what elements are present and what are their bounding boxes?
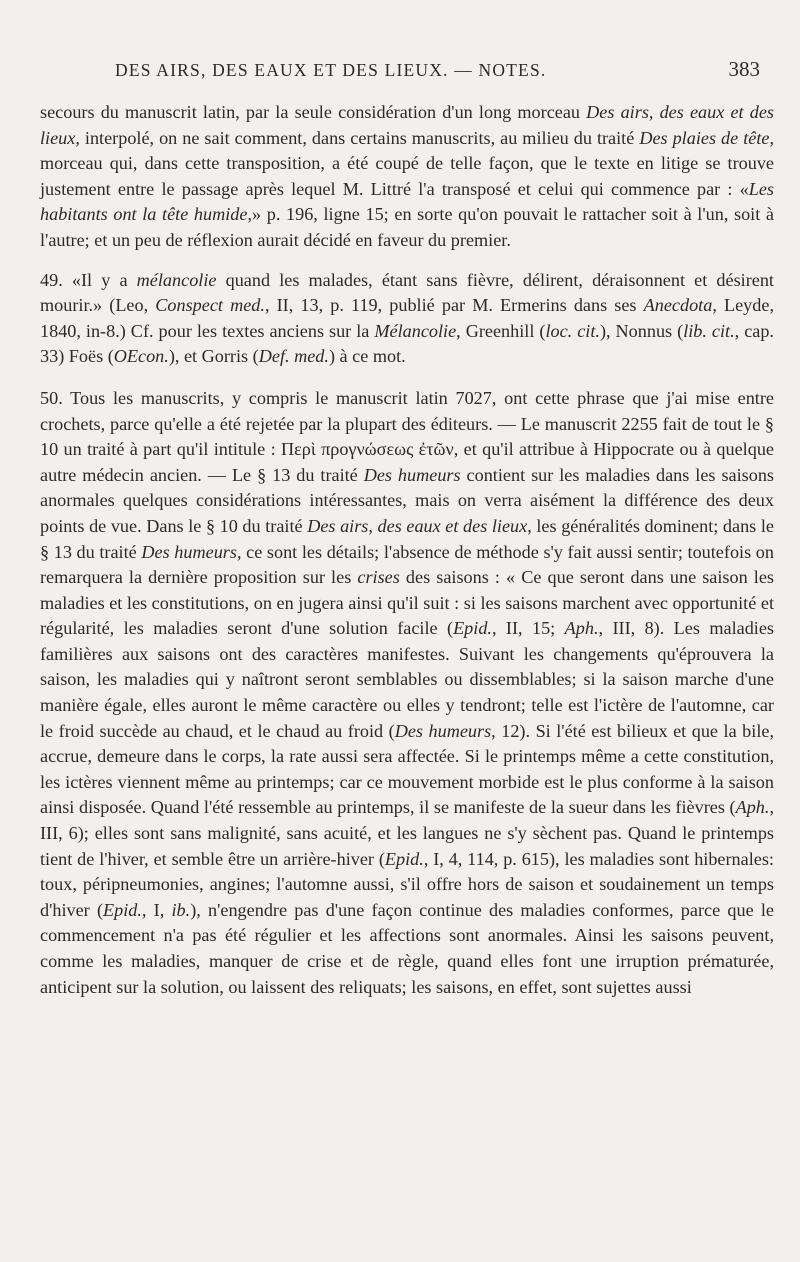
italic-abbrev: Aph.: [564, 618, 599, 639]
text-run: , ce sont les détails; l'absence de méthode s'y fait aussi sentir; toutefois on remarquera la dernière proposition sur les: [40, 541, 774, 588]
text-run: ,» p. 196, ligne 15; en sorte qu'on pouvait le rattacher soit à l'un, soit à l'autre; et un peu de réflexion aurait décidé en faveur du premier.: [40, 204, 774, 250]
italic-abbrev: ib.: [171, 899, 191, 920]
text-run: ) à ce mot.: [328, 346, 406, 367]
body-text: [40, 100, 774, 1000]
running-title: DES AIRS, DES EAUX ET DES LIEUX. — NOTES.: [115, 60, 547, 80]
text-run: , interpolé, on ne sait comment, dans certains manuscrits, au milieu du traité: [75, 127, 640, 148]
text-run: des saisons : « Ce que seront dans une saison les maladies et les constitutions, on en jugera ainsi qu'il suit : si les saisons marchent avec opportunité et régularité, les maladies seront d'une solution facile (: [40, 567, 775, 639]
text-run: , I,: [141, 899, 172, 920]
text-run: , Greenhill (: [456, 320, 546, 341]
text-run: ), Nonnus (: [599, 320, 684, 341]
text-run: , III, 8). Les maladies familières aux saisons ont des caractères manifestes. Suivant les changements qu'éprouvera la saison, les maladies qui y naîtront seront semblables ou dissemblables; si la saison marche d'une manière égale, elles auront le même caractère ou elles y tendront; telle est l'ictère de l'automne, car le froid succède au chaud, et le chaud au froid (: [40, 618, 774, 741]
italic-title: Des airs, des eaux et des lieux: [307, 515, 528, 536]
text-run: contient sur les maladies dans les saisons anormales quelques considérations intéressantes, mais on verra aisément la différence des deux points de vue. Dans le § 10 du traité: [40, 464, 774, 536]
italic-title: Des humeurs: [394, 720, 492, 741]
page-number: 383: [728, 57, 760, 81]
text-run: , II, 13, p. 119, publié par M. Ermerins dans ses: [264, 295, 644, 316]
text-run: , III, 6); elles sont sans malignité, sans acuité, et les langues ne s'y sèchent pas. Quand le printemps tient de l'hiver, et semble être un arrière-hiver (: [40, 797, 774, 869]
text-run: , II, 15;: [491, 618, 565, 639]
text-run: , les généralités dominent; dans le § 13 du traité: [40, 515, 774, 562]
italic-abbrev: Epid.: [384, 848, 424, 869]
text-run: , I, 4, 114, p. 615), les maladies sont hibernales: toux, péripneumonies, angines; l'automne aussi, s'il offre hors de saison et soudainement un temps d'hiver (: [40, 848, 774, 920]
italic-abbrev: lib. cit.: [683, 320, 735, 341]
italic-term: mélancolie: [136, 269, 217, 290]
text-run: ), et Gorris (: [168, 346, 259, 367]
italic-title: Conspect med.: [155, 295, 265, 316]
continuation-paragraph: [40, 100, 774, 254]
note-50: [40, 386, 774, 1000]
text-run: , Leyde, 1840, in-8.) Cf. pour les textes anciens sur la: [40, 295, 774, 341]
italic-title: Des humeurs: [363, 464, 461, 485]
italic-abbrev: Epid.: [453, 618, 492, 639]
note-49: [40, 268, 774, 370]
running-header: [40, 57, 774, 92]
italic-title: Des humeurs: [141, 541, 237, 562]
italic-title: Anecdota: [643, 295, 713, 316]
text-run: secours du manuscrit latin, par la seule considération d'un long morceau: [40, 102, 587, 122]
italic-abbrev: OEcon.: [113, 346, 169, 367]
italic-term: crises: [357, 567, 400, 588]
text-run: quand les malades, étant sans fièvre, délirent, déraisonnent et désirent mourir.» (Leo,: [40, 269, 774, 316]
text-run: , cap. 33) Foës (: [40, 320, 774, 367]
text-run: 49. «Il y a: [40, 269, 137, 290]
text-run: , morceau qui, dans cette transposition, a été coupé de telle façon, que le texte en litige se trouve justement entre le passage après lequel M. Littré l'a transposé et celui qui commence par : «: [40, 127, 774, 199]
italic-abbrev: Aph.: [735, 797, 770, 818]
text-run: , 12). Si l'été est bilieux et que la bile, accrue, demeure dans le corps, la rate aussi sera affectée. Si le printemps même a cette constitution, les ictères viennent même au printemps; car ce mouvement morbide est le plus conforme à la saison ainsi disposée. Quand l'été ressemble au printemps, il se manifeste de la sueur dans les fièvres (: [40, 720, 774, 818]
italic-title: Des airs, des eaux et des lieux: [40, 102, 774, 148]
italic-term: Mélancolie: [374, 320, 457, 341]
text-run: 50. Tous les manuscrits, y compris le manuscrit latin 7027, ont cette phrase que j'ai mise entre crochets, parce qu'elle a été rejetée par la plupart des éditeurs. — Le manuscrit 2255 fait de tout le § 10 un traité à part qu'il intitule : Περὶ προγνώσεως ἐτῶν, et qu'il attribue à Hippocrate ou à quelque autre médecin ancien. — Le § 13 du traité: [40, 387, 774, 485]
italic-quote: Les habitants ont la tête humide: [40, 178, 774, 225]
italic-abbrev: Epid.: [103, 899, 142, 920]
text-run: ), n'engendre pas d'une façon continue des maladies conformes, parce que le commencement n'a pas été régulier et les affections sont anormales. Ainsi les saisons peuvent, comme les maladies, manquer de crise et de règle, quand elles font une irruption prématurée, anticipent sur la solution, ou laissent des reliquats; les saisons, en effet, sont sujettes aussi: [40, 899, 774, 997]
italic-abbrev: loc. cit.: [545, 320, 600, 341]
italic-abbrev: Def. med.: [258, 346, 329, 367]
italic-title: Des plaies de tête: [639, 127, 770, 148]
